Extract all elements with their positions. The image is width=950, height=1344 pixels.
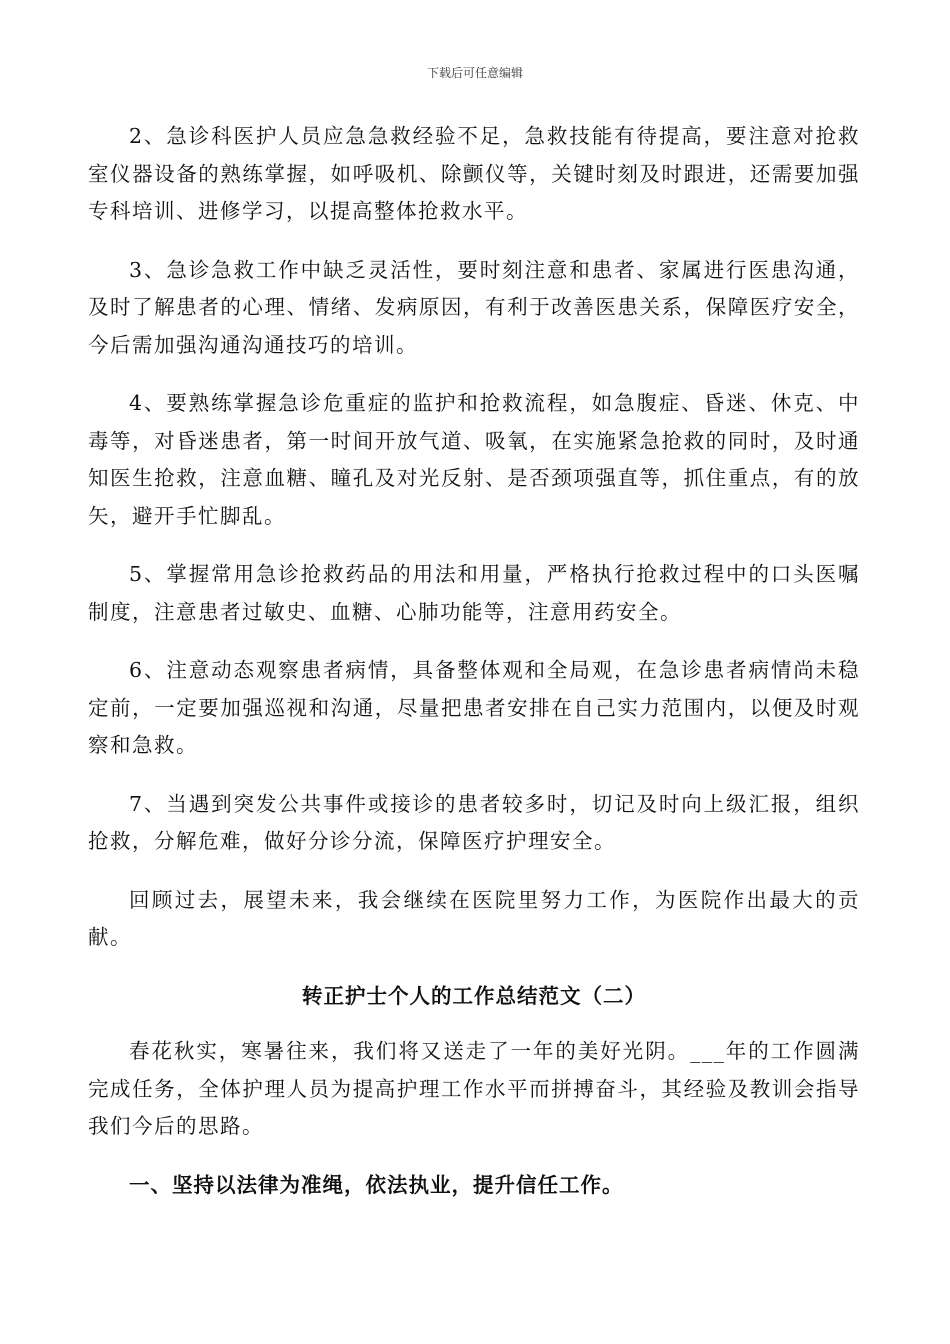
paragraph-item-3: 3、急诊急救工作中缺乏灵活性，要时刻注意和患者、家属进行医患沟通，及时了解患者的心理、情绪、发病原因，有利于改善医患关系，保障医疗安全，今后需加强沟通沟通技巧的培训。 <box>88 257 860 357</box>
closing-paragraph: 回顾过去，展望未来，我会继续在医院里努力工作，为医院作出最大的贡献。 <box>88 887 860 949</box>
document-body <box>88 118 860 1204</box>
paragraph-item-4: 4、要熟练掌握急诊危重症的监护和抢救流程，如急腹症、昏迷、休克、中毒等，对昏迷患者，第一时间开放气道、吸氧，在实施紧急抢救的同时，及时通知医生抢救，注意血糖、瞳孔及对光反射、是否颈项强直等，抓住重点，有的放矢，避开手忙脚乱。 <box>88 391 860 528</box>
paragraph-item-6: 6、注意动态观察患者病情，具备整体观和全局观，在急诊患者病情尚未稳定前，一定要加强巡视和沟通，尽量把患者安排在自己实力范围内，以便及时观察和急救。 <box>88 658 860 757</box>
paragraph-item-7: 7、当遇到突发公共事件或接诊的患者较多时，切记及时向上级汇报，组织抢救，分解危难，做好分诊分流，保障医疗护理安全。 <box>88 791 860 853</box>
section-title: 转正护士个人的工作总结范文（二） <box>302 983 646 1008</box>
paragraph-item-5: 5、掌握常用急诊抢救药品的用法和用量，严格执行抢救过程中的口头医嘱制度，注意患者过敏史、血糖、心肺功能等，注意用药安全。 <box>88 562 860 624</box>
page-header: 下载后可任意编辑 <box>426 66 523 80</box>
sub-heading: 一、坚持以法律为准绳，依法执业，提升信任工作。 <box>129 1172 624 1197</box>
intro-paragraph: 春花秋实，寒暑往来，我们将又送走了一年的美好光阴。___年的工作圆满完成任务，全体护理人员为提高护理工作水平而拼搏奋斗，其经验及教训会指导我们今后的思路。 <box>88 1039 860 1138</box>
paragraph-item-2: 2、急诊科医护人员应急急救经验不足，急救技能有待提高，要注意对抢救室仪器设备的熟练掌握，如呼吸机、除颤仪等，关键时刻及时跟进，还需要加强专科培训、进修学习，以提高整体抢救水平。 <box>88 124 860 223</box>
